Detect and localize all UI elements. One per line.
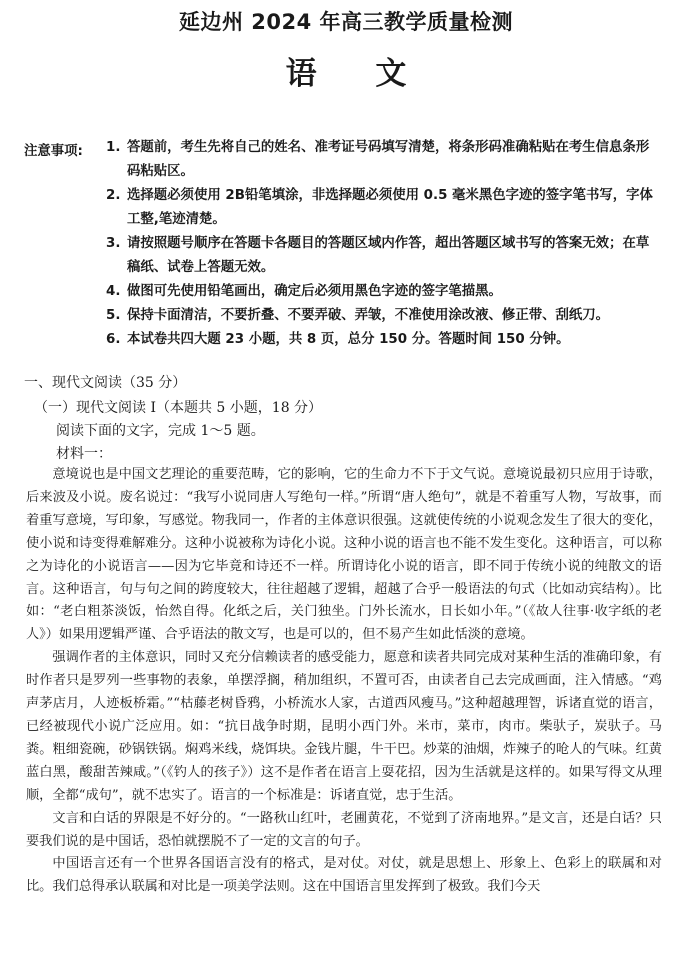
notice-list — [106, 136, 662, 352]
exam-title: 延边州 2024 年高三教学质量检测 — [178, 10, 514, 34]
passage-paragraph: 中国语言还有一个世界各国语言没有的格式，是对仗。对仗，就是思想上、形象上、色彩上的联属和对比。我们总得承认联属和对比是一项美学法则。这在中国语言里发挥到了极致。我们今天 — [26, 856, 662, 895]
notice-number: 2. — [106, 188, 121, 203]
section-heading: 一、现代文阅读（35 分） — [24, 375, 187, 391]
notice-item-5 — [106, 304, 662, 328]
material-label: 材料一： — [56, 446, 112, 462]
notice-item-6 — [106, 328, 662, 352]
notice-item-4 — [106, 280, 662, 304]
notice-number: 5. — [106, 308, 121, 323]
notice-number: 6. — [106, 332, 121, 347]
notice-number: 4. — [106, 284, 121, 299]
notice-label: 注意事项: — [24, 144, 83, 159]
notice-text: 请按照题号顺序在答题卡各题目的答题区域内作答，超出答题区域书写的答案无效；在草稿纸、试卷上答题无效。 — [127, 236, 650, 275]
notice-text: 保持卡面清洁，不要折叠、不要弄破、弄皱，不准使用涂改液、修正带、刮纸刀。 — [127, 308, 610, 323]
subject-title: 语 文 — [285, 56, 431, 92]
notice-item-1 — [106, 136, 662, 184]
notice-text: 选择题必须使用 2B铅笔填涂，非选择题必须使用 0.5 毫米黑色字迹的签字笔书写，字体工整,笔迹清楚。 — [127, 188, 653, 227]
passage-body — [26, 464, 662, 899]
notice-text: 本试卷共四大题 23 小题，共 8 页，总分 150 分。答题时间 150 分钟。 — [127, 332, 570, 347]
passage-paragraph: 文言和白话的界限是不好分的。“一路秋山红叶，老圃黄花，不觉到了济南地界。”是文言，还是白话？只要我们说的是中国话，恐怕就摆脱不了一定的文言的句子。 — [26, 810, 662, 849]
notice-number: 3. — [106, 236, 121, 251]
passage-paragraph: 意境说也是中国文艺理论的重要范畴，它的影响，它的生命力不下于文气说。意境说最初只应用于诗歌，后来波及小说。废名说过：“我写小说同唐人写绝句一样。”所谓“唐人绝句”，就是不着重写人物，写故事，而着重写意境，写印象，写感觉。物我同一，作者的主体意识很强。这就使传统的小说观念发生了很大的变化，使小说和诗变得难解难分。这种小说被称为诗化小说。这种小说的语言也不能不发生变化。这种语言，可以称之为诗化的小说语言——因为它毕竟和诗还不一样。所谓诗化小说的语言，即不同于传统小说的纯散文的语言。这种语言，句与句之间的跨度较大，往往超越了逻辑，超越了合乎一般语法的句式（比如动宾结构）。比如：“老白粗茶淡饭，怡然自得。化纸之后，关门独坐。门外长流水，日长如小年。”（《故人往事·收字纸的老人》）如果用逻辑严谨、合乎语法的散文写，也是可以的，但不易产生如此恬淡的意境。 — [26, 467, 662, 643]
reading-instruction: 阅读下面的文字，完成 1～5 题。 — [56, 423, 265, 439]
subsection-heading: （一）现代文阅读 I（本题共 5 小题，18 分） — [34, 400, 323, 416]
passage-paragraph: 强调作者的主体意识，同时又充分信赖读者的感受能力，愿意和读者共同完成对某种生活的准确印象，有时作者只是罗列一些事物的表象，单摆浮搁，稍加组织，不置可否，由读者自己去完成画面，注入情感。“鸡声茅店月，人迹板桥霜。”“枯藤老树昏鸦，小桥流水人家，古道西风瘦马。”这种超越理智，诉诸直觉的语言，已经被现代小说广泛应用。如：“抗日战争时期，昆明小西门外。米市，菜市，肉市。柴驮子，炭驮子。马粪。粗细瓷碗，砂锅铁锅。焖鸡米线，烧饵块。金钱片腿，牛干巴。炒菜的油烟，炸辣子的呛人的气味。红黄蓝白黑，酸甜苦辣咸。”（《钓人的孩子》）这不是作者在语言上耍花招，因为生活就是这样的。如果写得文从理顺，全都“成句”，就不忠实了。语言的一个标准是：诉诸直觉，忠于生活。 — [26, 650, 662, 803]
notice-text: 做图可先使用铅笔画出，确定后必须用黑色字迹的签字笔描黑。 — [127, 284, 502, 299]
notice-item-2 — [106, 184, 662, 232]
notice-item-3 — [106, 232, 662, 280]
notice-number: 1. — [106, 140, 121, 155]
notice-text: 答题前，考生先将自己的姓名、准考证号码填写清楚，将条形码准确粘贴在考生信息条形码粘贴区。 — [127, 140, 650, 179]
